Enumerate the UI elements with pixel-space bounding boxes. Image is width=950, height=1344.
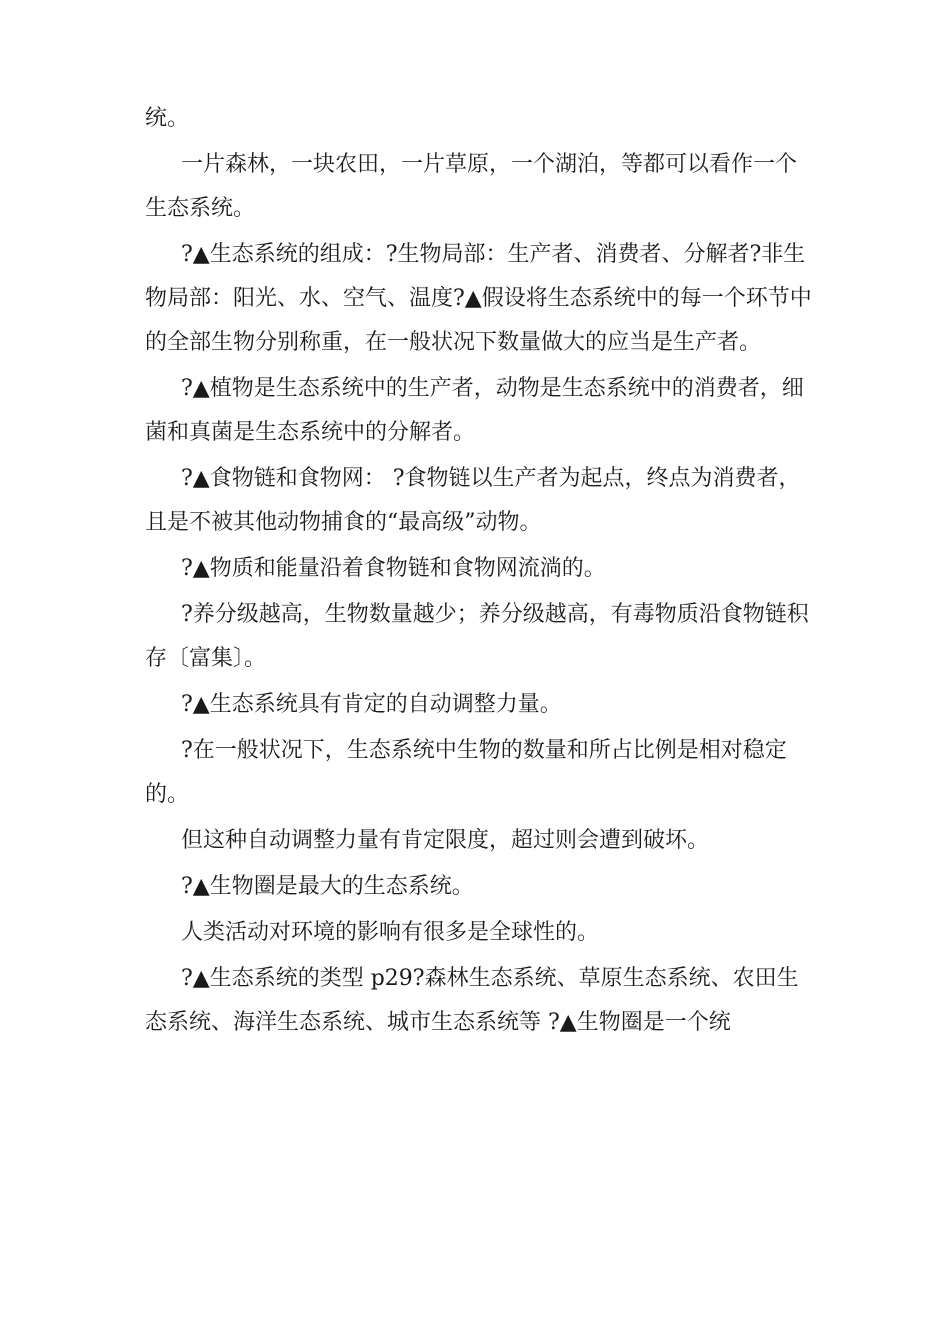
paragraph: 但这种自动调整力量有肯定限度，超过则会遭到破坏。 [181, 828, 710, 853]
paragraph: ?▲生态系统的类型 p29?森林生态系统、草原生态系统、农田生态系统、海洋生态系统、城市生态系统等 ?▲生物圈是一个统 [145, 966, 799, 1035]
document-page [145, 97, 813, 1047]
paragraph: ?▲物质和能量沿着食物链和食物网流淌的。 [181, 556, 606, 581]
paragraph: ?▲生态系统的组成：?生物局部：生产者、消费者、分解者?非生物局部：阳光、水、空气、温度?▲假设将生态系统中的每一个环节中的全部生物分别称重，在一般状况下数量做大的应当是生产者。 [145, 242, 812, 355]
paragraph: 人类活动对环境的影响有很多是全球性的。 [181, 920, 600, 945]
paragraph: ?在一般状况下，生态系统中生物的数量和所占比例是相对稳定的。 [145, 738, 787, 807]
paragraph: ?养分级越高，生物数量越少；养分级越高，有毒物质沿食物链积存〔富集〕。 [145, 602, 809, 671]
paragraph: ?▲生物圈是最大的生态系统。 [181, 874, 474, 899]
paragraph: 统。 [145, 106, 190, 131]
paragraph: ?▲食物链和食物网： ?食物链以生产者为起点，终点为消费者，且是不被其他动物捕食的“最高级”动物。 [145, 466, 801, 535]
paragraph: ?▲生态系统具有肯定的自动调整力量。 [181, 692, 562, 717]
paragraph: ?▲植物是生态系统中的生产者，动物是生态系统中的消费者，细菌和真菌是生态系统中的分解者。 [145, 376, 804, 445]
paragraph: 一片森林，一块农田，一片草原，一个湖泊，等都可以看作一个生态系统。 [145, 152, 798, 221]
